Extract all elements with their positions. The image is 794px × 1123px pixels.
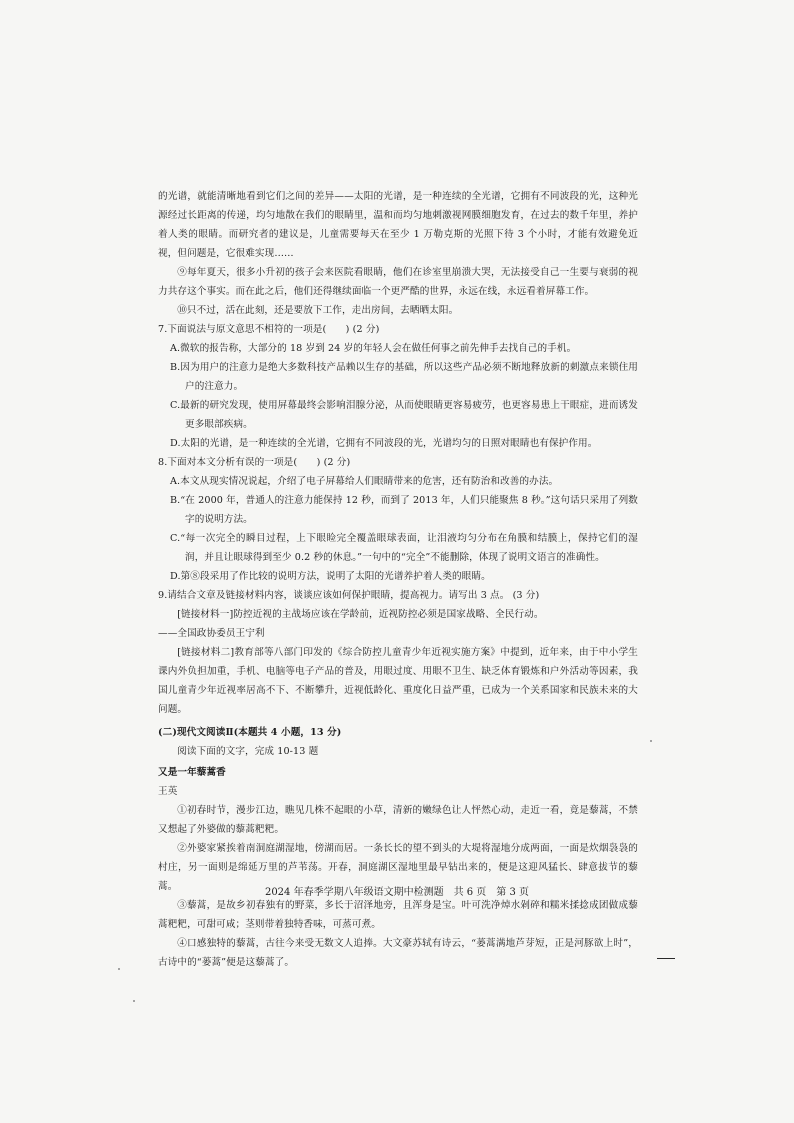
question-7-option-c: C.最新的研究发现，使用屏幕最终会影响泪腺分泌，从而使眼睛更容易疲劳，也更容易患上干眼症，进而诱发更多眼部疾病。 <box>170 400 638 430</box>
question-8-option-b: B.“在 2000 年，普通人的注意力能保持 12 秒，而到了 2013 年，人们只能聚焦 8 秒。”这句话只采用了列数字的说明方法。 <box>170 495 638 525</box>
question-8-option-c: C.“每一次完全的瞬目过程，上下眼睑完全覆盖眼球表面，让泪液均匀分布在角膜和结膜上，保持它们的湿润，并且让眼球得到至少 0.2 秒的休息。”一句中的“完全”不能删除，体现了说明文语言的准确性。 <box>170 533 638 563</box>
link-material-1: [链接材料一]防控近视的主战场应该在学龄前，近视防控必须是国家战略、全民行动。 <box>177 609 544 620</box>
section-instruction: 阅读下面的文字，完成 10-13 题 <box>177 746 319 757</box>
edge-mark <box>657 958 675 959</box>
question-7-option-a: A.微软的报告称，大部分的 18 岁到 24 岁的年轻人会在做任何事之前先伸手去找自己的手机。 <box>170 343 577 354</box>
article-author: 王英 <box>158 786 178 797</box>
article-paragraph: ①初春时节，漫步江边，瞧见几株不起眼的小草，清新的嫩绿色让人怦然心动，走近一看，竟是藜蒿，不禁又想起了外婆做的藜蒿粑粑。 <box>158 805 638 835</box>
scan-speck <box>133 1000 135 1002</box>
article-paragraph: ④口感独特的藜蒿，古往今来受无数文人追捧。大文豪苏轼有诗云，“蒌蒿满地芦芽短，正是河豚欲上时”，古诗中的“蒌蒿”便是这藜蒿了。 <box>158 938 638 968</box>
link-material-1-source: ——全国政协委员王宁利 <box>158 628 265 639</box>
question-7-stem: 7.下面说法与原文意思不相符的一项是( ) (2 分) <box>158 324 380 335</box>
link-material-2: [链接材料二]教育部等八部门印发的《综合防控儿童青少年近视实施方案》中提到，近年来，由于中小学生课内外负担加重，手机、电脑等电子产品的普及，用眼过度、用眼不卫生、缺乏体育锻炼和户外活动等因素，我国儿童青少年近视率居高不下、不断攀升，近视低龄化、重度化日益严重，已成为一个关系国家和民族未来的大问题。 <box>158 647 638 715</box>
scan-speck <box>118 968 120 970</box>
passage-paragraph: 的光谱，就能清晰地看到它们之间的差异——太阳的光谱，是一种连续的全光谱，它拥有不同波段的光，这种光源经过长距离的传递，均匀地散在我们的眼睛里，温和而均匀地刺激视网膜细胞发育，在过去的数千年里，养护着人类的眼睛。而研究者的建议是，儿童需要每天在至少 1 万勒克斯的光照下待 3 个小时，才能有效避免近视，但问题是，它很难实现…… <box>158 191 638 259</box>
question-7-option-d: D.太阳的光谱，是一种连续的全光谱，它拥有不同波段的光，光谱均匀的日照对眼睛也有保护作用。 <box>170 438 598 449</box>
article-title: 又是一年藜蒿香 <box>158 767 226 778</box>
article-paragraph: ③藜蒿，是故乡初春独有的野菜，多长于沼泽地旁，且浑身是宝。叶可洗净焯水剁碎和糯米揉捻成团做成藜蒿粑粑，可甜可咸；茎则带着独特香味，可蒸可煮。 <box>158 900 638 930</box>
question-7-option-b: B.因为用户的注意力是绝大多数科技产品赖以生存的基础，所以这些产品必须不断地释放新的刺激点来锁住用户的注意力。 <box>170 362 638 392</box>
question-9-stem: 9.请结合文章及链接材料内容，谈谈应该如何保护眼睛，提高视力。请写出 3 点。 (3 分) <box>158 590 540 601</box>
section-heading: (二)现代文阅读Ⅱ(本题共 4 小题，13 分) <box>158 727 342 738</box>
scan-speck <box>650 740 652 742</box>
page-content <box>158 187 638 972</box>
page-footer: 2024 年春季学期八年级语文期中检测题 共 6 页 第 3 页 <box>264 887 530 898</box>
question-8-option-a: A.本文从现实情况说起，介绍了电子屏幕给人们眼睛带来的危害，还有防治和改善的办法。 <box>170 476 559 487</box>
question-8-option-d: D.第⑧段采用了作比较的说明方法，说明了太阳的光谱养护着人类的眼睛。 <box>170 571 491 582</box>
passage-paragraph: ⑩只不过，活在此刻，还是要放下工作，走出房间，去晒晒太阳。 <box>177 305 459 316</box>
question-8-stem: 8.下面对本文分析有误的一项是( ) (2 分) <box>158 457 351 468</box>
article-paragraph: ②外婆家紧挨着南洞庭湖湿地，傍湖而居。一条长长的望不到头的大堤将湿地分成两面，一面是炊烟袅袅的村庄，另一面则是绵延万里的芦苇荡。开春，洞庭湖区湿地里最早钻出来的，便是这迎风猛长、肆意拔节的藜蒿。 <box>158 843 638 892</box>
passage-paragraph: ⑨每年夏天，很多小升初的孩子会来医院看眼睛，他们在诊室里崩溃大哭，无法接受自己一生要与衰弱的视力共存这个事实。而在此之后，他们还得继续面临一个更严酷的世界，永远在线，永远看着屏幕工作。 <box>158 267 638 297</box>
